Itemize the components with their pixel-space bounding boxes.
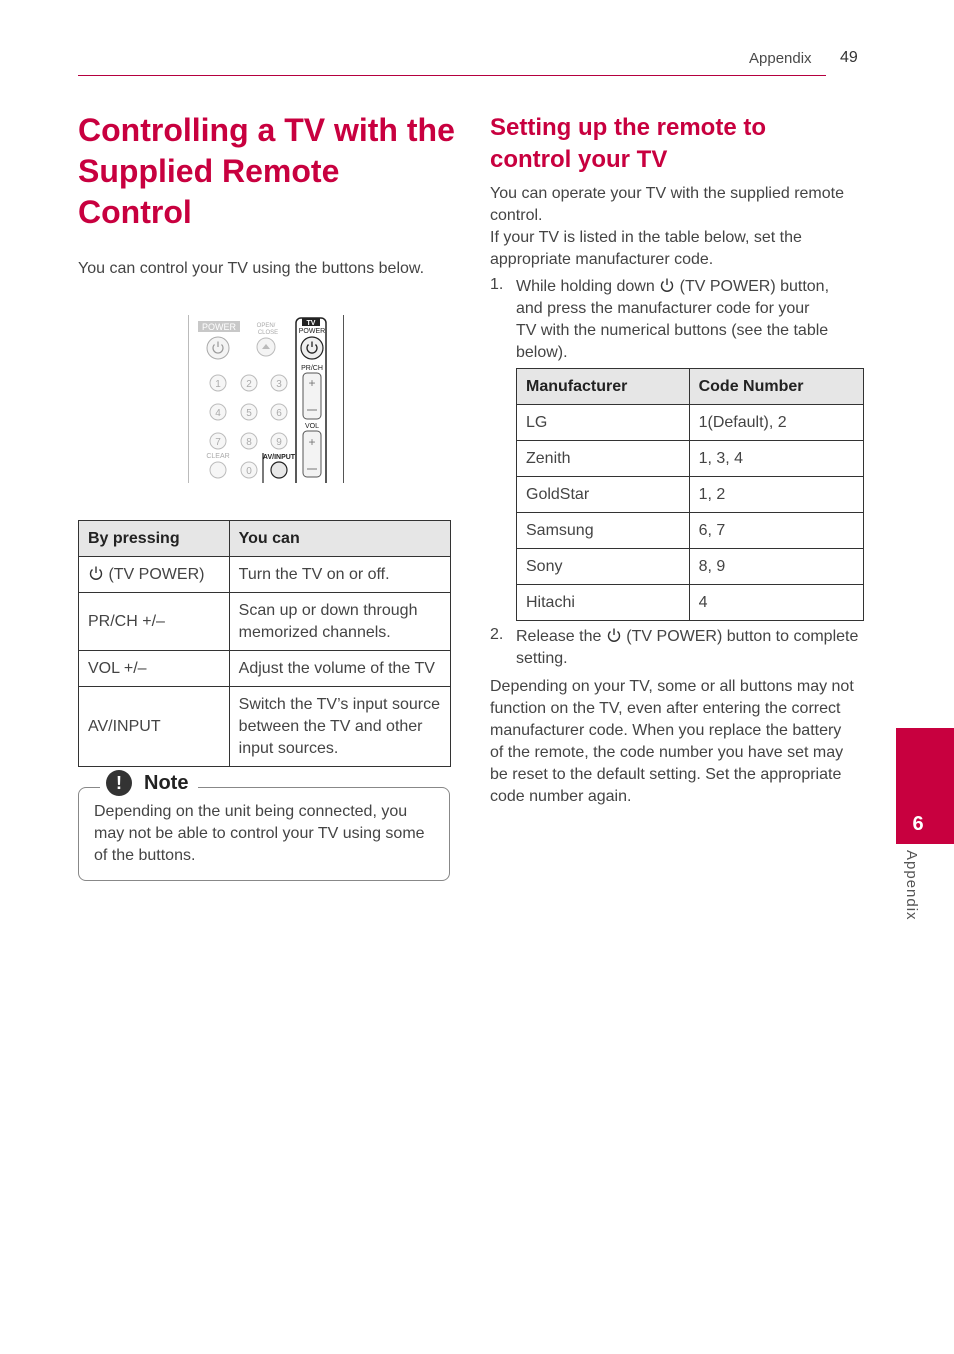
prch-plus-icon: + xyxy=(308,376,316,390)
section-title-line: control your TV xyxy=(490,146,668,173)
table-row xyxy=(517,513,864,549)
table-row xyxy=(79,651,451,687)
chapter-label: Appendix xyxy=(903,850,920,921)
closing-paragraph xyxy=(490,676,880,808)
step-2-text xyxy=(516,626,876,670)
note-line: Depending on the unit being connected, you xyxy=(94,803,408,820)
table-row xyxy=(79,593,451,651)
paragraph-line: Depending on your TV, some or all buttons may not xyxy=(490,678,854,695)
note-line: of the buttons. xyxy=(94,847,196,864)
manufacturer-code-table xyxy=(516,368,864,621)
paragraph-line: manufacturer code. When you replace the battery xyxy=(490,722,842,739)
digit-label: 5 xyxy=(246,408,252,419)
button-function-table xyxy=(78,520,451,767)
step-1-text xyxy=(516,276,876,364)
power-button xyxy=(207,337,229,359)
table-cell-action xyxy=(229,593,450,651)
code-cell: 4 xyxy=(689,585,863,621)
action-line: Switch the TV’s input source xyxy=(238,695,440,713)
header-divider xyxy=(78,75,826,76)
table-header-cell: Code Number xyxy=(689,369,863,405)
vol-label: VOL xyxy=(304,423,320,430)
table-header-row xyxy=(79,521,451,557)
manufacturer-cell: Sony xyxy=(517,549,690,585)
step-line: below). xyxy=(516,344,568,361)
header-section-label: Appendix xyxy=(749,50,812,67)
paragraph-line: You can operate your TV with the supplied remote xyxy=(490,185,844,202)
prch-label: PR/CH xyxy=(301,365,323,372)
step-text: (TV POWER) button to complete xyxy=(626,628,859,645)
tv-power-button xyxy=(301,337,323,359)
table-row xyxy=(79,687,451,767)
note-title: Note xyxy=(144,771,189,794)
power-icon xyxy=(659,277,675,293)
open-close-label-1: OPEN/ xyxy=(256,323,276,329)
table-cell-action: Turn the TV on or off. xyxy=(229,557,450,593)
power-label: POWER xyxy=(201,322,237,332)
table-cell-action xyxy=(229,687,450,767)
paragraph-line: code number again. xyxy=(490,788,632,805)
section-title xyxy=(490,112,870,176)
table-cell-key: PR/CH +/– xyxy=(79,593,230,651)
key-label: (TV POWER) xyxy=(108,565,205,583)
action-line: input sources. xyxy=(238,739,339,757)
table-cell-action: Adjust the volume of the TV xyxy=(229,651,450,687)
vol-plus-icon: + xyxy=(308,435,316,449)
paragraph-line: If your TV is listed in the table below, set the xyxy=(490,229,802,246)
manufacturer-cell: Zenith xyxy=(517,441,690,477)
note-header xyxy=(100,768,198,798)
paragraph-line: be reset to the default setting. Set the appropriate xyxy=(490,766,842,783)
table-cell-key xyxy=(79,557,230,593)
intro-text: You can control your TV using the buttons below. xyxy=(78,260,425,277)
step-line xyxy=(516,276,876,298)
chapter-number: 6 xyxy=(912,813,924,835)
table-row xyxy=(517,441,864,477)
digit-label: 6 xyxy=(276,408,282,419)
power-icon xyxy=(606,627,622,643)
step-number: 1. xyxy=(490,276,504,293)
clear-label: CLEAR xyxy=(206,453,230,460)
step-line: setting. xyxy=(516,650,568,667)
code-cell: 8, 9 xyxy=(689,549,863,585)
tv-label: TV xyxy=(306,320,316,327)
step-number: 2. xyxy=(490,626,504,643)
digit-label: 1 xyxy=(215,379,221,390)
manufacturer-cell: Hitachi xyxy=(517,585,690,621)
digit-label: 8 xyxy=(246,437,252,448)
code-cell: 1(Default), 2 xyxy=(689,405,863,441)
paragraph-line: of the remote, the code number you have set may xyxy=(490,744,844,761)
page-title: Controlling a TV with the Supplied Remote Control xyxy=(78,112,455,230)
digit-label: 3 xyxy=(276,379,282,390)
page-number: 49 xyxy=(840,49,858,66)
note-text xyxy=(94,801,440,867)
digit-label: 4 xyxy=(215,408,221,419)
tv-power-label: POWER xyxy=(298,328,326,335)
step-text: Release the xyxy=(516,628,602,645)
step-line: and press the manufacturer code for your xyxy=(516,300,810,317)
digit-label: 7 xyxy=(215,437,221,448)
power-icon xyxy=(88,565,104,581)
intro-paragraph xyxy=(490,183,870,271)
paragraph-line: control. xyxy=(490,207,543,224)
step-text: (TV POWER) button, xyxy=(679,278,830,295)
avinput-label: AV/INPUT xyxy=(262,454,296,461)
step-line: TV with the numerical buttons (see the table xyxy=(516,322,829,339)
code-cell: 1, 2 xyxy=(689,477,863,513)
code-cell: 1, 3, 4 xyxy=(689,441,863,477)
table-row xyxy=(517,405,864,441)
remote-drawing xyxy=(188,315,344,483)
step-line xyxy=(516,626,876,648)
avinput-button xyxy=(271,462,287,478)
note-line: may not be able to control your TV using some xyxy=(94,825,425,842)
section-title-line: Setting up the remote to xyxy=(490,114,766,141)
paragraph-line: function on the TV, even after entering the correct xyxy=(490,700,841,717)
table-cell-key: VOL +/– xyxy=(79,651,230,687)
action-line: between the TV and other xyxy=(238,717,423,735)
table-cell-key: AV/INPUT xyxy=(79,687,230,767)
alert-icon: ! xyxy=(106,770,132,796)
step-text: While holding down xyxy=(516,278,655,295)
table-row xyxy=(517,549,864,585)
digit-label: 2 xyxy=(246,379,252,390)
manufacturer-cell: GoldStar xyxy=(517,477,690,513)
manufacturer-cell: Samsung xyxy=(517,513,690,549)
table-header-cell: By pressing xyxy=(79,521,230,557)
action-line: Scan up or down through xyxy=(238,601,418,619)
table-row xyxy=(517,585,864,621)
table-header-cell: You can xyxy=(229,521,450,557)
digit-label: 9 xyxy=(276,437,282,448)
manufacturer-cell: LG xyxy=(517,405,690,441)
action-line: memorized channels. xyxy=(238,623,391,641)
table-header-cell: Manufacturer xyxy=(517,369,690,405)
table-header-row xyxy=(517,369,864,405)
table-row xyxy=(517,477,864,513)
table-row xyxy=(79,557,451,593)
paragraph-line: appropriate manufacturer code. xyxy=(490,251,714,268)
open-close-label-2: CLOSE xyxy=(257,330,279,336)
digit-label: 0 xyxy=(246,466,252,477)
clear-button xyxy=(210,462,226,478)
code-cell: 6, 7 xyxy=(689,513,863,549)
remote-illustration xyxy=(188,315,344,483)
